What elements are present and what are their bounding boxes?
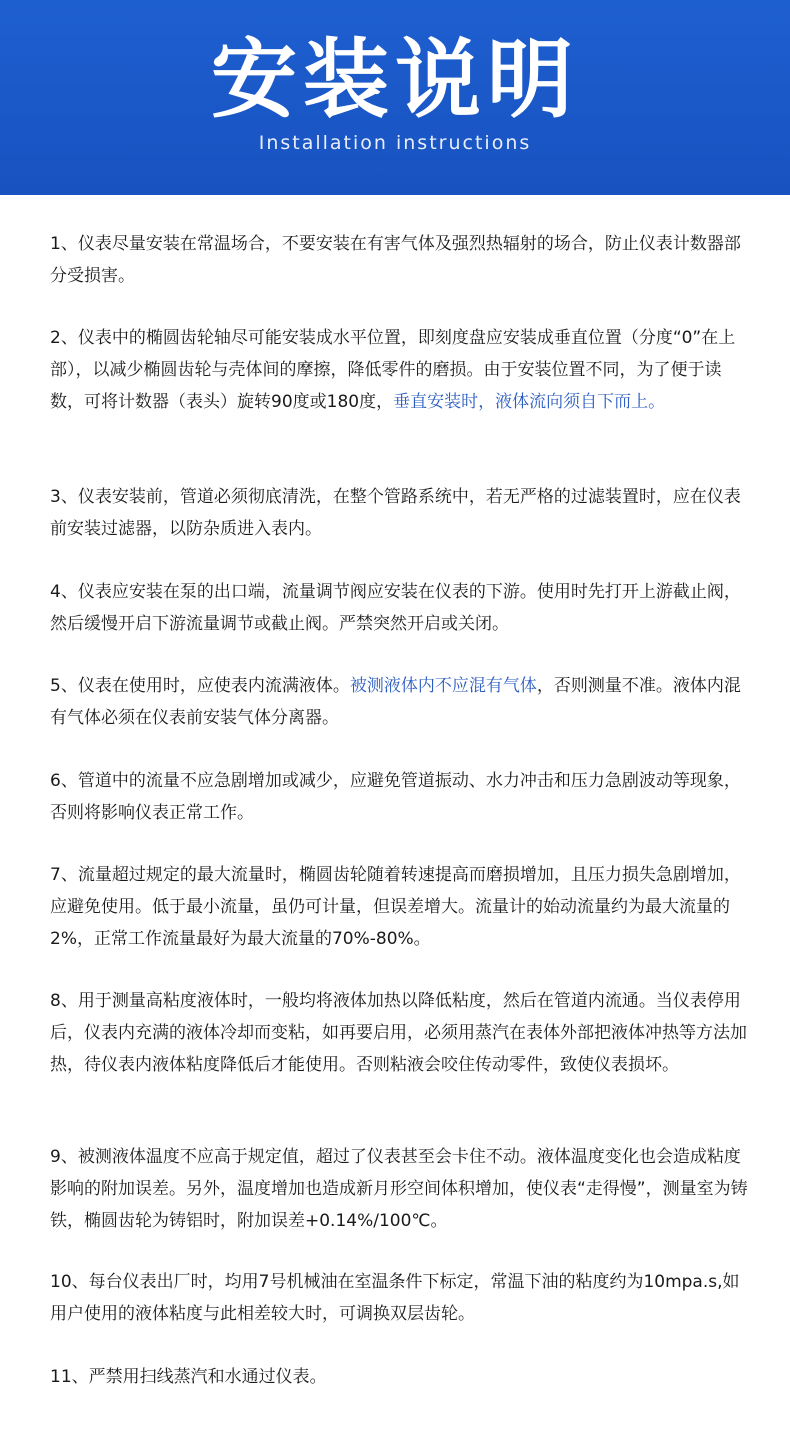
instruction-item-1 <box>50 228 750 292</box>
item-text: 7、流量超过规定的最大流量时，椭圆齿轮随着转速提高而磨损增加，且压力损失急剧增加，应避免使用。低于最小流量，虽仍可计量，但误差增大。流量计的始动流量约为最大流量的2%，正常工作流量最好为最大流量的70%-80%。 <box>50 865 741 949</box>
instruction-item-6 <box>50 765 750 829</box>
item-text-after: ，否则测量不准。液体内混有气体必须在仪表前安装气体分离器。 <box>50 676 741 728</box>
page-title: 安装说明 <box>211 30 579 130</box>
item-text: 10、每台仪表出厂时，均用7号机械油在室温条件下标定，常温下油的粘度约为10mpa.s,如用户使用的液体粘度与此相差较大时，可调换双层齿轮。 <box>50 1272 740 1324</box>
item-highlight: 被测液体内不应混有气体 <box>349 676 537 696</box>
instruction-item-2 <box>50 322 750 418</box>
instruction-item-10 <box>50 1266 750 1330</box>
page-subtitle: Installation instructions <box>258 132 532 154</box>
item-text: 11、严禁用扫线蒸汽和水通过仪表。 <box>50 1367 327 1387</box>
instruction-item-3 <box>50 481 750 545</box>
item-text: 2、仪表中的椭圆齿轮轴尽可能安装成水平位置，即刻度盘应安装成垂直位置（分度“0”在上部），以减少椭圆齿轮与壳体间的摩擦，降低零件的磨损。由于安装位置不同，为了便于读数，可将计数器（表头）旋转90度或180度， <box>50 328 736 412</box>
instruction-item-11 <box>50 1361 750 1393</box>
item-highlight: 垂直安装时，液体流向须自下而上。 <box>393 392 666 412</box>
item-text: 6、管道中的流量不应急剧增加或减少，应避免管道振动、水力冲击和压力急剧波动等现象，否则将影响仪表正常工作。 <box>50 771 741 823</box>
instruction-item-5 <box>50 670 750 734</box>
instruction-item-9 <box>50 1141 750 1237</box>
item-text: 5、仪表在使用时，应使表内流满液体。 <box>50 676 350 696</box>
item-text: 8、用于测量高粘度液体时，一般均将液体加热以降低粘度，然后在管道内流通。当仪表停用后，仪表内充满的液体冷却而变粘，如再要启用，必须用蒸汽在表体外部把液体冲热等方法加热，待仪表内液体粘度降低后才能使用。否则粘液会咬住传动零件，致使仪表损坏。 <box>50 991 747 1075</box>
instruction-item-4 <box>50 576 750 640</box>
item-text: 4、仪表应安装在泵的出口端，流量调节阀应安装在仪表的下游。使用时先打开上游截止阀，然后缓慢开启下游流量调节或截止阀。严禁突然开启或关闭。 <box>50 582 741 634</box>
instruction-item-7 <box>50 859 750 955</box>
header-banner <box>0 0 790 195</box>
item-text: 3、仪表安装前，管道必须彻底清洗，在整个管路系统中，若无严格的过滤装置时，应在仪表前安装过滤器，以防杂质进入表内。 <box>50 487 741 539</box>
item-text: 1、仪表尽量安装在常温场合，不要安装在有害气体及强烈热辐射的场合，防止仪表计数器部分受损害。 <box>50 234 741 286</box>
item-text: 9、被测液体温度不应高于规定值，超过了仪表甚至会卡住不动。液体温度变化也会造成粘度影响的附加误差。另外，温度增加也造成新月形空间体积增加，使仪表“走得慢”，测量室为铸铁，椭圆齿轮为铸铝时，附加误差+0.14%/100℃。 <box>50 1147 748 1231</box>
instruction-item-8 <box>50 985 750 1081</box>
